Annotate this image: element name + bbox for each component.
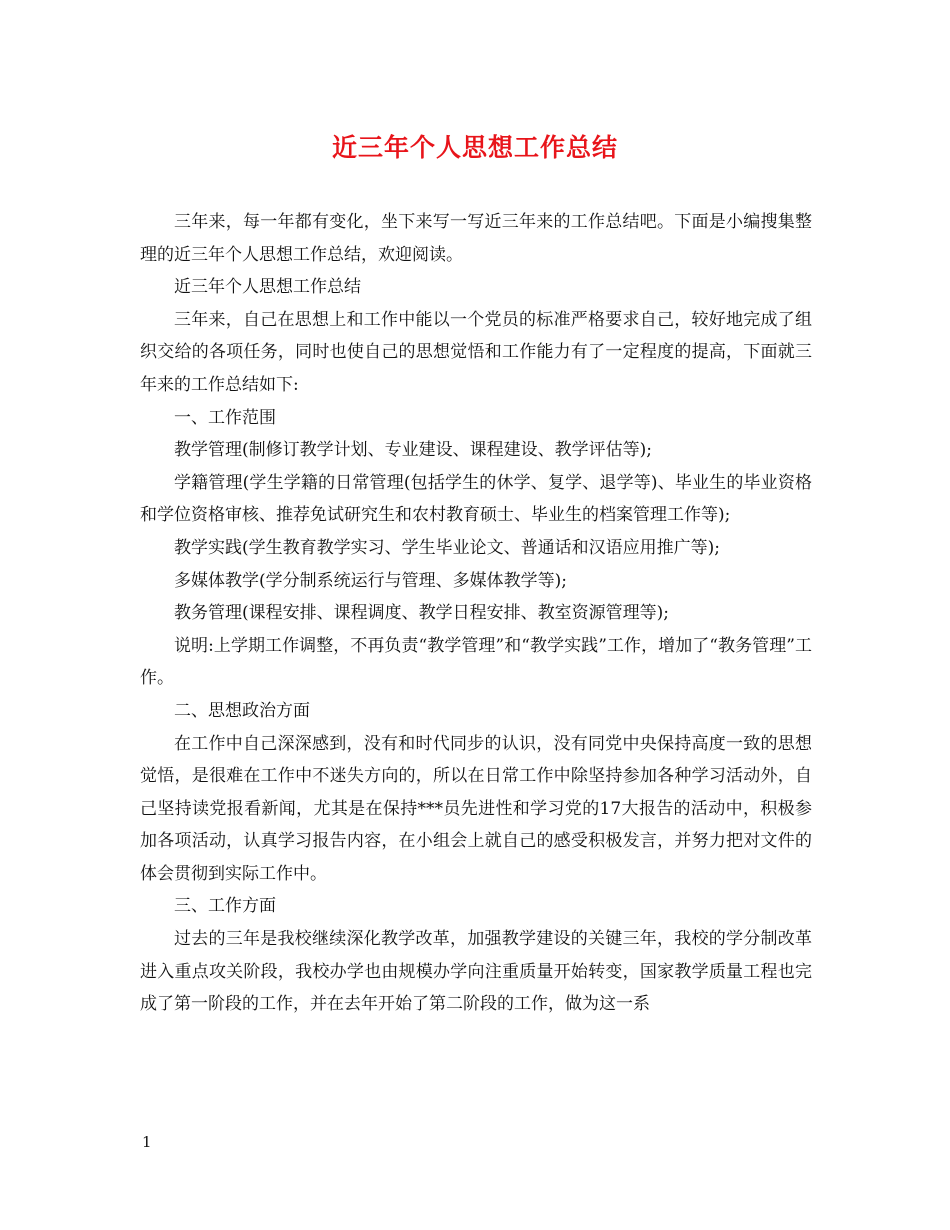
page-number: 1	[142, 1133, 152, 1151]
paragraph-ideology: 在工作中自己深深感到，没有和时代同步的认识，没有同党中央保持高度一致的思想觉悟，是很难在工作中不迷失方向的，所以在日常工作中除坚持参加各种学习活动外，自己坚持读党报看新闻，尤其是在保持***员先进性和学习党的17大报告的活动中，积极参加各项活动，认真学习报告内容，在小组会上就自己的感受积极发言，并努力把对文件的体会贯彻到实际工作中。	[140, 733, 812, 884]
section-heading-ideology: 二、思想政治方面	[174, 700, 310, 721]
section-heading-work-scope: 一、工作范围	[174, 407, 276, 428]
document-title: 近三年个人思想工作总结	[331, 133, 618, 162]
paragraph-multimedia: 多媒体教学(学分制系统运行与管理、多媒体教学等);	[174, 570, 567, 591]
paragraph-note: 说明:上学期工作调整，不再负责“教学管理”和“教学实践”工作，增加了“教务管理”工作。	[140, 635, 812, 689]
section-heading-work: 三、工作方面	[174, 896, 276, 917]
paragraph-academic-affairs: 教务管理(课程安排、课程调度、教学日程安排、教室资源管理等);	[174, 603, 669, 624]
paragraph-teaching-practice: 教学实践(学生教育教学实习、学生毕业论文、普通话和汉语应用推广等);	[174, 537, 720, 558]
paragraph-work: 过去的三年是我校继续深化教学改革，加强教学建设的关键三年，我校的学分制改革进入重点攻关阶段，我校办学也由规模办学向注重质量开始转变，国家教学质量工程也完成了第一阶段的工作，并在去年开始了第二阶段的工作，做为这一系	[140, 929, 812, 1015]
paragraph-subtitle: 近三年个人思想工作总结	[174, 277, 361, 298]
paragraph-overview: 三年来，自己在思想上和工作中能以一个党员的标准严格要求自己，较好地完成了组织交给的各项任务，同时也使自己的思想觉悟和工作能力有了一定程度的提高，下面就三年来的工作总结如下:	[140, 309, 812, 395]
paragraph-intro: 三年来，每一年都有变化，坐下来写一写近三年来的工作总结吧。下面是小编搜集整理的近三年个人思想工作总结，欢迎阅读。	[140, 212, 812, 265]
paragraph-teaching-management: 教学管理(制修订教学计划、专业建设、课程建设、教学评估等);	[174, 440, 652, 461]
document-body	[140, 206, 812, 1021]
paragraph-student-records: 学籍管理(学生学籍的日常管理(包括学生的休学、复学、退学等)、毕业生的毕业资格和学位资格审核、推荐免试研究生和农村教育硕士、毕业生的档案管理工作等);	[140, 472, 812, 526]
